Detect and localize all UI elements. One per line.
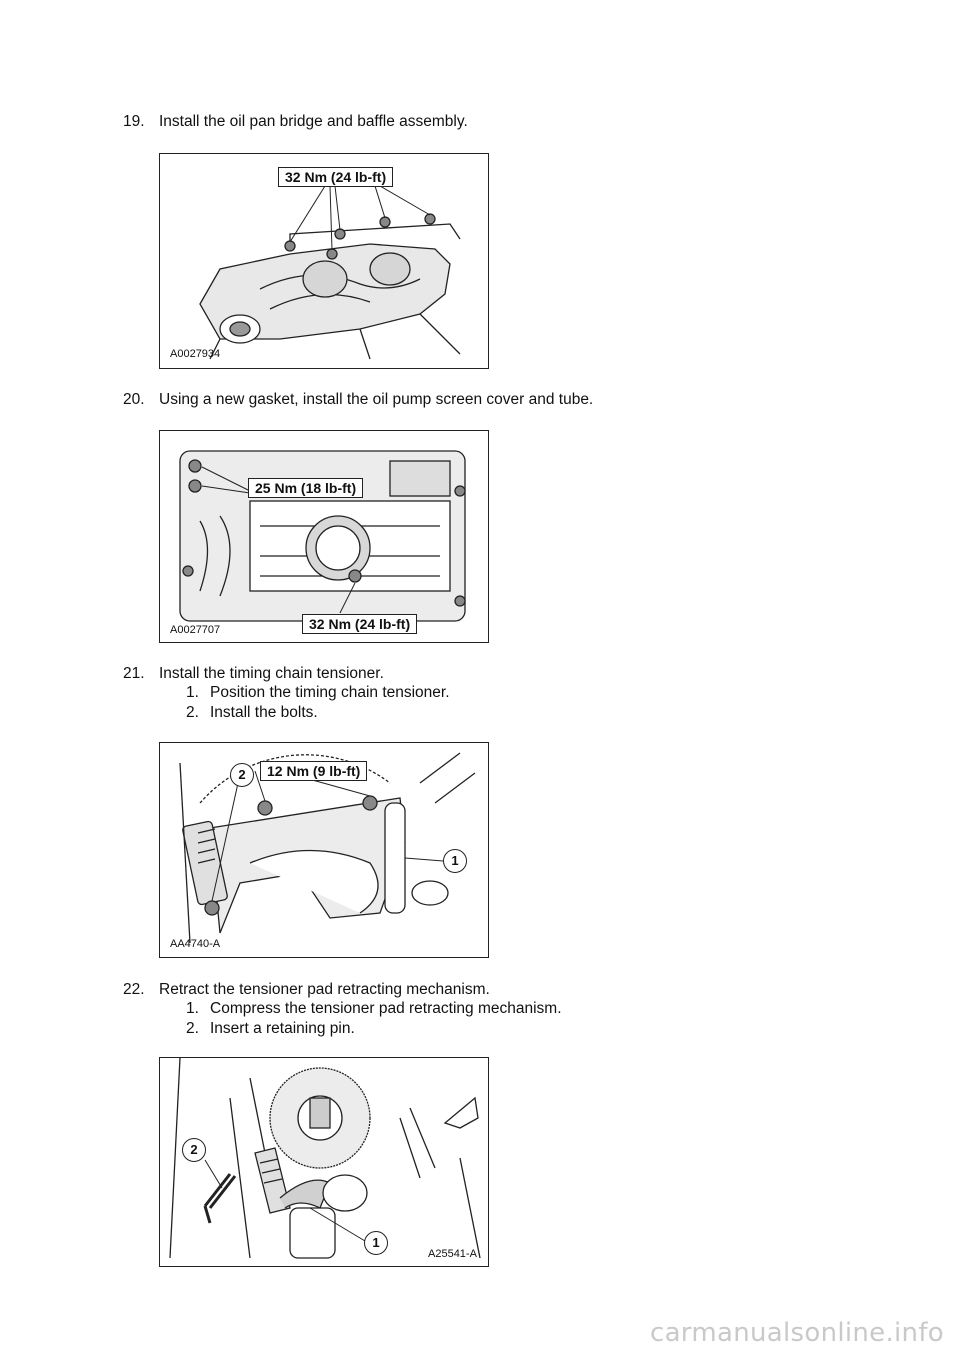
- figure-oil-pan-bridge: [159, 153, 489, 369]
- callout-marker-1: 1: [364, 1231, 388, 1255]
- substep-number: 2.: [186, 704, 199, 721]
- substep-text: Insert a retaining pin.: [210, 1020, 355, 1037]
- figure-id: A0027707: [170, 624, 221, 636]
- figure-id: A0027934: [170, 348, 221, 360]
- figure-oil-pump-screen: [159, 430, 489, 643]
- figure-tensioner-retaining-pin: [159, 1057, 489, 1267]
- substep-number: 1.: [186, 1000, 199, 1017]
- substep-text: Install the bolts.: [210, 704, 318, 721]
- step-number: 22.: [123, 981, 145, 998]
- watermark: carmanualsonline.info: [649, 1318, 944, 1348]
- substep-number: 2.: [186, 1020, 199, 1037]
- callout-marker-1: 1: [443, 849, 467, 873]
- tensioner-retaining-pin-illustration: [160, 1058, 488, 1266]
- substep-number: 1.: [186, 684, 199, 701]
- torque-callout: 12 Nm (9 lb-ft): [260, 761, 367, 781]
- torque-callout-bottom: 32 Nm (24 lb-ft): [302, 614, 417, 634]
- torque-callout-top: 25 Nm (18 lb-ft): [248, 478, 363, 498]
- torque-callout: 32 Nm (24 lb-ft): [278, 167, 393, 187]
- substep-text: Position the timing chain tensioner.: [210, 684, 450, 701]
- step-text: Retract the tensioner pad retracting mechanism.: [159, 981, 490, 998]
- step-number: 19.: [123, 113, 145, 130]
- step-text: Install the timing chain tensioner.: [159, 665, 384, 682]
- oil-pump-screen-illustration: [160, 431, 488, 642]
- substep-text: Compress the tensioner pad retracting mechanism.: [210, 1000, 562, 1017]
- step-text: Using a new gasket, install the oil pump screen cover and tube.: [159, 391, 594, 408]
- callout-marker-2: 2: [230, 763, 254, 787]
- callout-marker-2: 2: [182, 1138, 206, 1162]
- step-number: 20.: [123, 391, 145, 408]
- figure-id: AA4740-A: [170, 938, 221, 950]
- step-text: Install the oil pan bridge and baffle assembly.: [159, 113, 468, 130]
- figure-timing-chain-tensioner: [159, 742, 489, 958]
- step-number: 21.: [123, 665, 145, 682]
- figure-id: A25541-A: [428, 1248, 477, 1260]
